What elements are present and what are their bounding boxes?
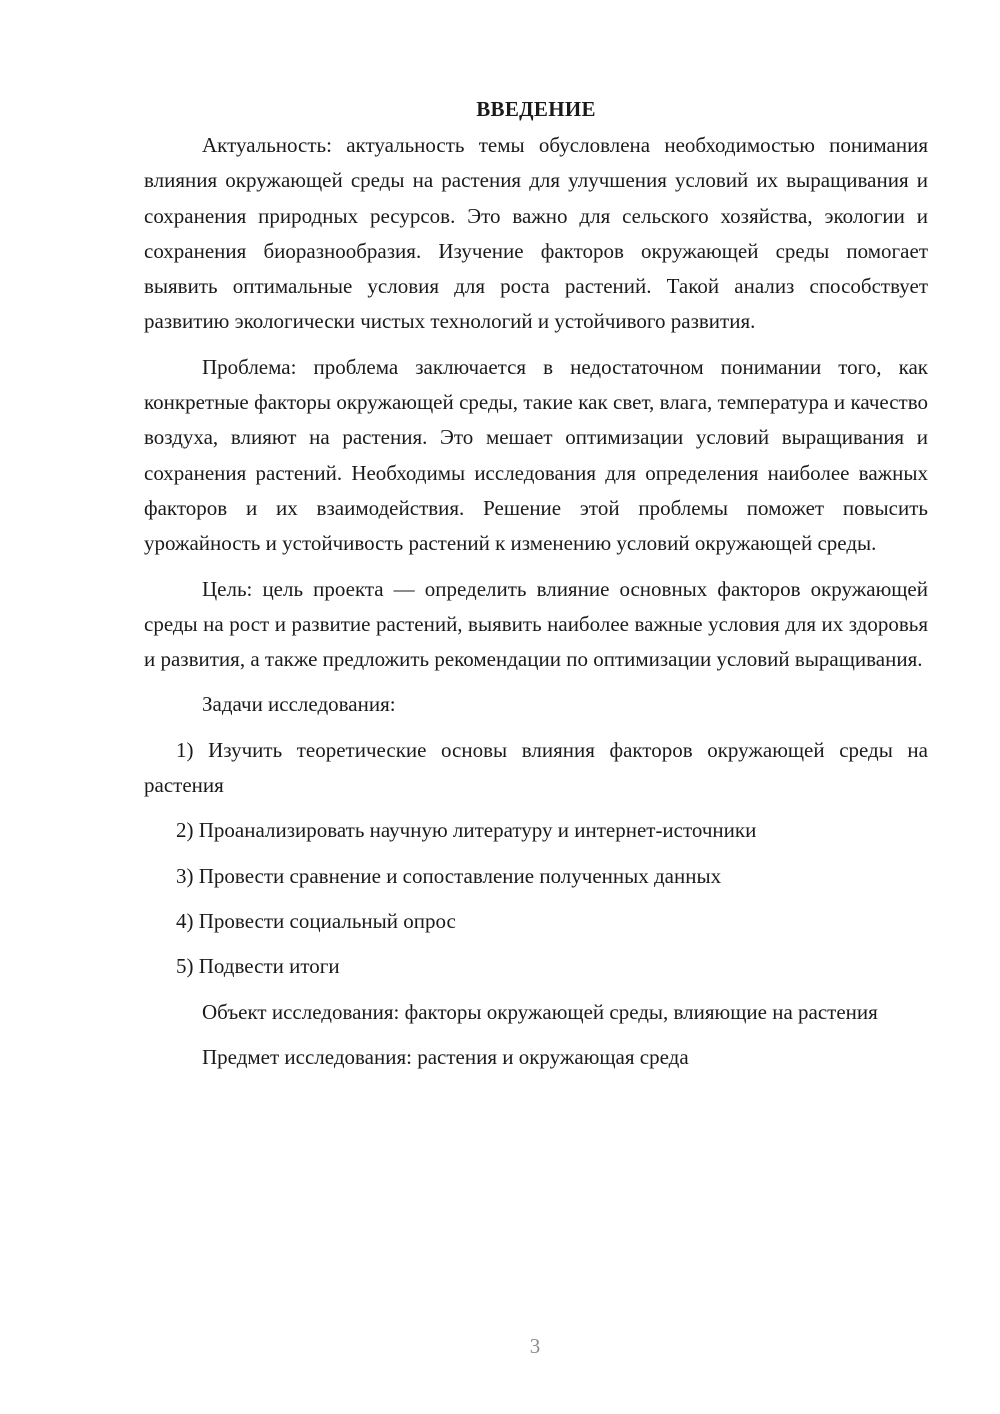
task-item-4: 4) Провести социальный опрос	[176, 908, 456, 933]
page-number: 3	[529, 1334, 541, 1358]
task-item-3: 3) Провести сравнение и сопоставление полученных данных	[176, 863, 722, 888]
task-item-1: 1) Изучить теоретические основы влияния факторов окружающей среды на растения	[144, 737, 928, 798]
research-object: Объект исследования: факторы окружающей среды, влияющие на растения	[202, 999, 878, 1024]
task-item-2: 2) Проанализировать научную литературу и интернет-источники	[176, 818, 757, 843]
tasks-heading: Задачи исследования:	[202, 692, 396, 717]
task-item-5: 5) Подвести итоги	[176, 954, 340, 979]
problem-paragraph: Проблема: проблема заключается в недостаточном понимании того, как конкретные факторы окружающей среды, такие как свет, влага, температура и качество воздуха, влияют на растения. Это мешает оптимизации условий выращивания и сохранения растений. Необходимы исследования для определения наиболее важных факторов и их взаимодействия. Решение этой проблемы поможет повысить урожайность и устойчивость растений к изменению условий окружающей среды.	[144, 354, 928, 556]
research-subject: Предмет исследования: растения и окружающая среда	[202, 1044, 689, 1069]
document-page	[144, 94, 928, 1085]
goal-paragraph: Цель: цель проекта — определить влияние основных факторов окружающей среды на рост и развитие растений, выявить наиболее важные условия для их здоровья и развития, а также предложить рекомендации по оптимизации условий выращивания.	[144, 576, 928, 672]
page-title: ВВЕДЕНИЕ	[476, 97, 596, 121]
relevance-paragraph: Актуальность: актуальность темы обусловлена необходимостью понимания влияния окружающей среды на растения для улучшения условий их выращивания и сохранения природных ресурсов. Это важно для сельского хозяйства, экологии и сохранения биоразнообразия. Изучение факторов окружающей среды помогает выявить оптимальные условия для роста растений. Такой анализ способствует развитию экологически чистых технологий и устойчивого развития.	[144, 133, 928, 334]
